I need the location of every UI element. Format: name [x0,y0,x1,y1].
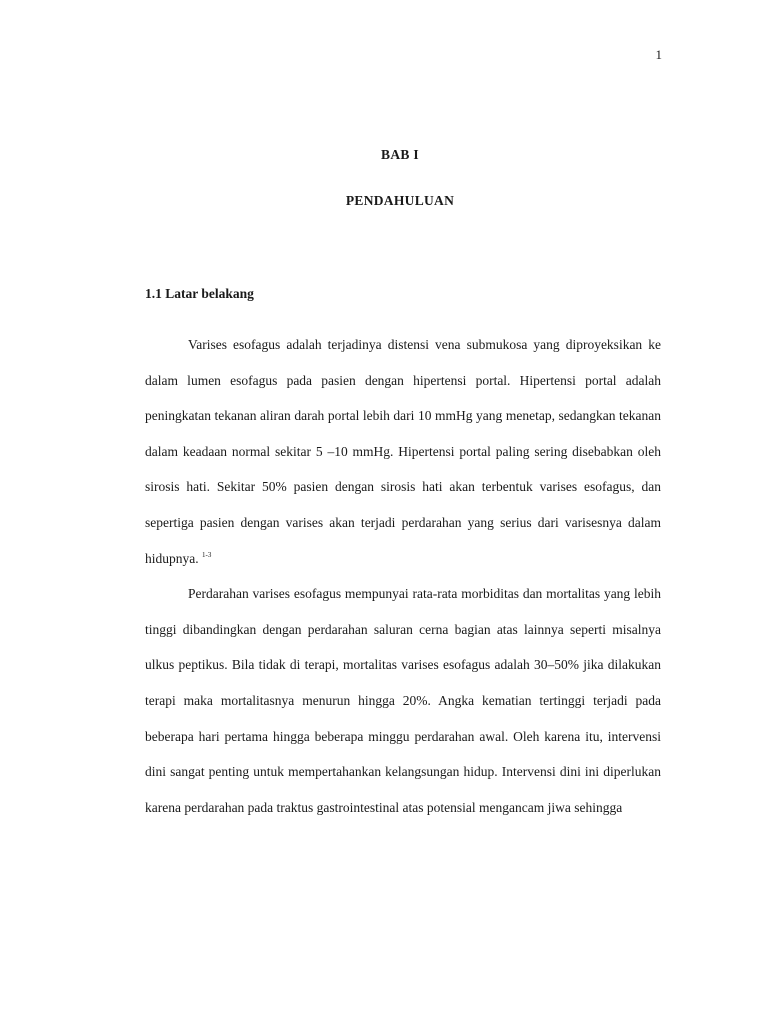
body-text [145,327,661,825]
chapter-title: PENDAHULUAN [345,193,455,208]
citation-1: 1-3 [202,550,212,559]
paragraph-1-text: Varises esofagus adalah terjadinya distensi vena submukosa yang diproyeksikan ke dalam lumen esofagus pada pasien dengan hipertensi portal. Hipertensi portal adalah peningkatan tekanan aliran darah portal lebih dari 10 mmHg yang menetap, sedangkan tekanan dalam keadaan normal sekitar 5 –10 mmHg. Hipertensi portal paling sering disebabkan oleh sirosis hati. Sekitar 50% pasien dengan sirosis hati akan terbentuk varises esofagus, dan sepertiga pasien dengan varises akan terjadi perdarahan yang serius dari varisesnya dalam hidupnya. [145,337,661,566]
paragraph-2 [145,576,661,825]
page-number: 1 [655,47,662,62]
paragraph-2-text: Perdarahan varises esofagus mempunyai rata-rata morbiditas dan mortalitas yang lebih tinggi dibandingkan dengan perdarahan saluran cerna bagian atas lainnya seperti misalnya ulkus peptikus. Bila tidak di terapi, mortalitas varises esofagus adalah 30–50% jika dilakukan terapi maka mortalitasnya menurun hingga 20%. Angka kematian tertinggi terjadi pada beberapa hari pertama hingga beberapa minggu perdarahan awal. Oleh karena itu, intervensi dini sangat penting untuk mempertahankan kelangsungan hidup. Intervensi dini ini diperlukan karena perdarahan pada traktus gastrointestinal atas potensial mengancam jiwa sehingga [145,586,661,815]
chapter-label: BAB I [381,147,419,162]
section-heading: 1.1 Latar belakang [145,286,254,301]
paragraph-1 [145,327,661,576]
